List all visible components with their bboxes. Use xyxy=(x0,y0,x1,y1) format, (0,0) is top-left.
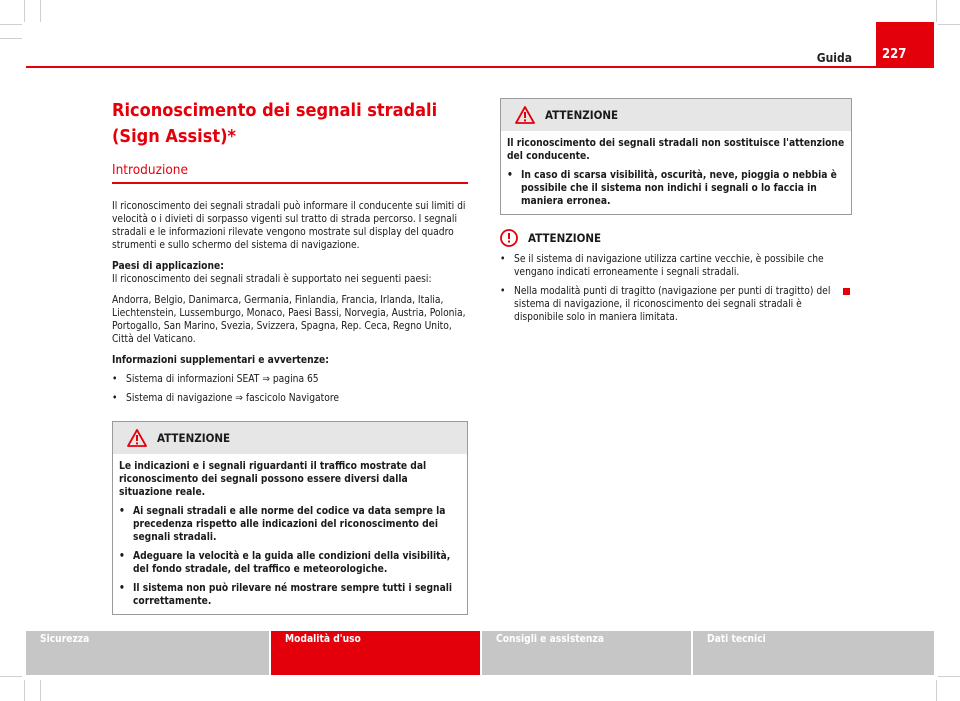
list-item: • In caso di scarsa visibilità, oscurità, neve, pioggia o nebbia è possibile che il sistema non indichi i segnali o lo faccia in maniera erronea. xyxy=(507,169,845,208)
section-title xyxy=(112,98,468,150)
tab-consigli-assistenza[interactable]: Consigli e assistenza xyxy=(482,631,691,675)
crop-mark xyxy=(0,24,22,25)
note-item: Se il sistema di navigazione utilizza cartine vecchie, è possibile che vengano indicati erroneamente i segnali stradali. xyxy=(514,254,824,278)
crop-mark xyxy=(936,0,937,22)
left-column xyxy=(112,98,468,615)
warning-body xyxy=(501,131,851,214)
extra-info-heading: Informazioni supplementari e avvertenze: xyxy=(112,355,329,366)
warning-item: Adeguare la velocità e la guida alle condizioni della visibilità, del fondo stradale, del traffico e meteorologiche. xyxy=(133,551,451,575)
list-item: • Nella modalità punti di tragitto (navigazione per punti di tragitto) del sistema di navigazione, il riconoscimento dei segnali stradali è disponibile solo in maniera limitata. xyxy=(500,285,852,324)
section-subtitle: Introduzione xyxy=(112,162,468,184)
crop-mark xyxy=(24,0,25,22)
section-end-marker xyxy=(843,288,850,295)
tab-sicurezza[interactable]: Sicurezza xyxy=(26,631,269,675)
warning-triangle-icon xyxy=(515,106,535,124)
crop-mark xyxy=(40,0,41,22)
note-title: ATTENZIONE xyxy=(528,231,602,245)
right-column xyxy=(500,98,852,324)
crop-mark xyxy=(938,676,960,677)
warning-box xyxy=(112,421,468,615)
section-title-line1: Riconoscimento dei segnali stradali xyxy=(112,100,438,121)
list-item: • Ai segnali stradali e alle norme del codice va data sempre la precedenza rispetto alle indicazioni del riconoscimento dei segnali stradali. xyxy=(119,505,461,544)
warning-item: Ai segnali stradali e alle norme del codice va data sempre la precedenza rispetto alle indicazioni del riconoscimento dei segnali stradali. xyxy=(133,506,446,543)
list-item: • Il sistema non può rilevare né mostrare sempre tutti i segnali correttamente. xyxy=(119,582,461,608)
warning-triangle-icon xyxy=(127,429,147,447)
list-item: • Sistema di navigazione ⇒ fascicolo Navigatore xyxy=(112,393,340,404)
countries-list: Andorra, Belgio, Danimarca, Germania, Finlandia, Francia, Irlanda, Italia, Liechtenstein, Lussemburgo, Monaco, Paesi Bassi, Norvegia, Austria, Polonia, Portogallo, San Marino, Svezia, Svizzera, Spagna, Rep. Ceca, Regno Unito, Città del Vaticano. xyxy=(112,295,466,345)
page-number: 227 xyxy=(876,22,934,66)
list-item: • Adeguare la velocità e la guida alle condizioni della visibilità, del fondo stradale, del traffico e meteorologiche. xyxy=(119,550,461,576)
crop-mark xyxy=(24,680,25,701)
seat-info-link[interactable]: Sistema di informazioni SEAT ⇒ pagina 65 xyxy=(126,374,319,385)
caution-circle-icon xyxy=(500,229,518,247)
warning-item: In caso di scarsa visibilità, oscurità, neve, pioggia o nebbia è possibile che il sistema non indichi i segnali o lo faccia in maniera erronea. xyxy=(521,170,837,207)
tab-dati-tecnici[interactable]: Dati tecnici xyxy=(693,631,934,675)
crop-mark xyxy=(0,676,22,677)
list-item: • Sistema di informazioni SEAT ⇒ pagina 65 xyxy=(112,374,319,385)
warning-body xyxy=(113,454,467,614)
list-item: • Se il sistema di navigazione utilizza cartine vecchie, è possibile che vengano indicati erroneamente i segnali stradali. xyxy=(500,253,852,279)
warning-title: ATTENZIONE xyxy=(545,108,619,122)
note-item: Nella modalità punti di tragitto (navigazione per punti di tragitto) del sistema di navigazione, il riconoscimento dei segnali stradali è disponibile solo in maniera limitata. xyxy=(514,286,831,323)
crop-mark xyxy=(938,24,960,25)
warning-item: Il sistema non può rilevare né mostrare sempre tutti i segnali correttamente. xyxy=(133,583,453,607)
tab-modalita-uso[interactable]: Modalità d'uso xyxy=(271,631,480,675)
note-header xyxy=(500,229,852,247)
intro-paragraph: Il riconoscimento dei segnali stradali può informare il conducente sui limiti di velocità o i divieti di sorpasso vigenti sul tratto di strada percorso. I segnali stradali e le informazioni rilevate vengono mostrate sul display del quadro strumenti e sullo schermo del sistema di navigazione. xyxy=(112,201,466,251)
warning-intro: Il riconoscimento dei segnali stradali non sostituisce l'attenzione del conducente. xyxy=(507,138,845,162)
crop-mark xyxy=(0,38,22,39)
header-rule xyxy=(26,66,934,68)
warning-intro: Le indicazioni e i segnali riguardanti il traffico mostrate dal riconoscimento dei segnali possono essere diversi dalla situazione reale. xyxy=(119,461,427,498)
countries-heading: Paesi di applicazione: xyxy=(112,261,224,272)
countries-intro: Il riconoscimento dei segnali stradali è supportato nei seguenti paesi: xyxy=(112,274,432,285)
warning-header xyxy=(501,99,851,131)
warning-title: ATTENZIONE xyxy=(157,431,231,445)
section-title-line2: (Sign Assist)* xyxy=(112,126,236,147)
running-header-title: Guida xyxy=(816,51,852,65)
crop-mark xyxy=(40,680,41,701)
warning-box xyxy=(500,98,852,215)
warning-header xyxy=(113,422,467,454)
crop-mark xyxy=(936,680,937,701)
navigation-link[interactable]: Sistema di navigazione ⇒ fascicolo Navigatore xyxy=(126,393,340,404)
